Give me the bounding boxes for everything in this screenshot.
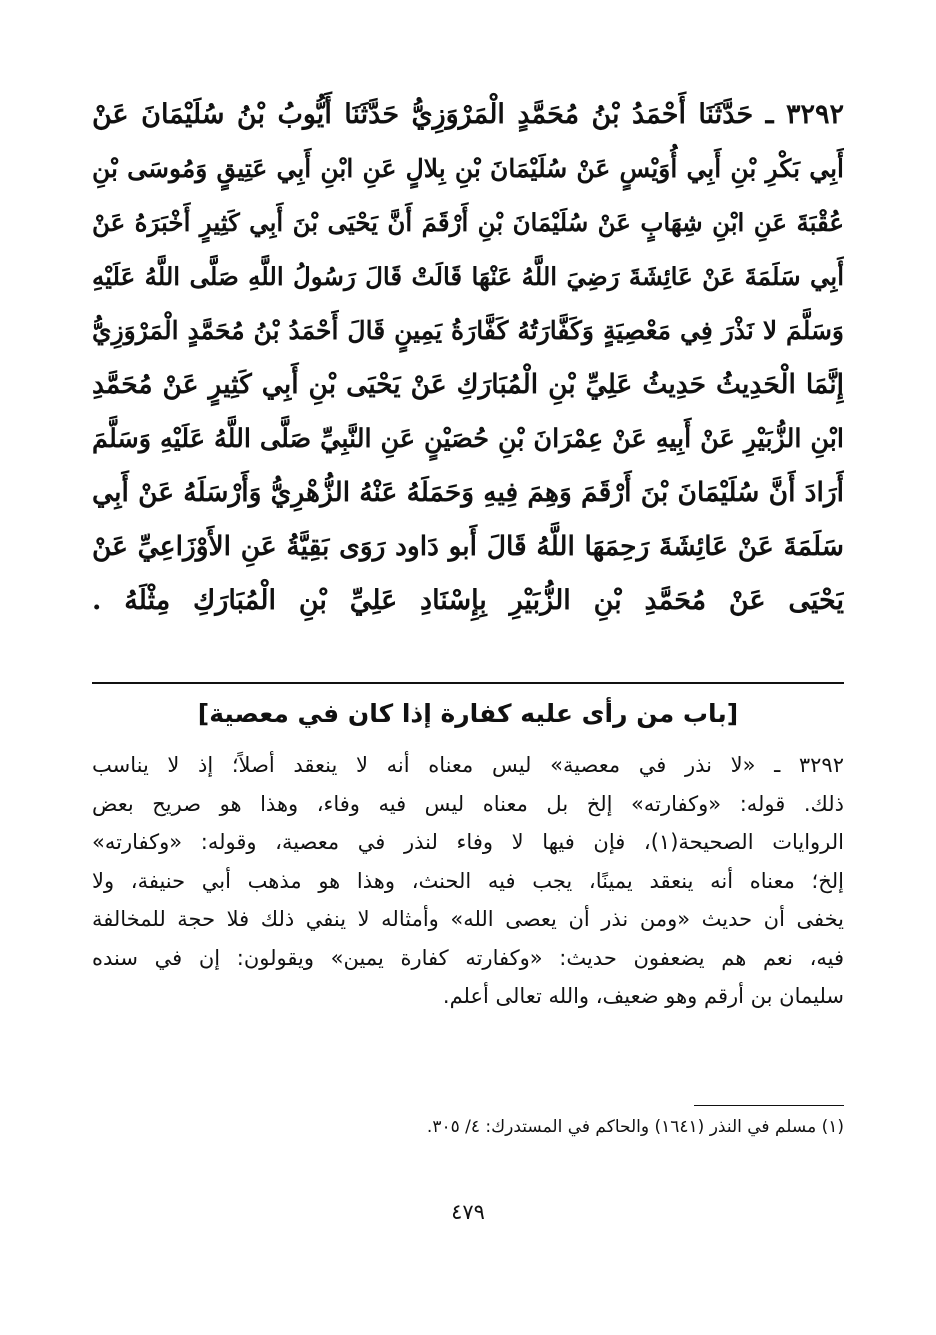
- commentary-line: فيه، نعم هم يضعفون حديث: «وكفارته كفارة يمين» ويقولون: إن في سنده: [92, 945, 844, 970]
- hadith-line: سَلَمَةَ عَنْ عَائِشَةَ رَحِمَهَا اللَّهُ قَالَ أَبو دَاود رَوَى بَقِيَّةُ عَنِ الأَوْزَاعِيِّ عَنْ: [92, 531, 844, 562]
- hadith-line: وَسَلَّمَ لا نَذْرَ فِي مَعْصِيَةٍ وَكَفَّارَتُهُ كَفَّارَةُ يَمِينٍ قَالَ أَحْمَدُ بْنُ مُحَمَّدٍ الْمَرْوَزِيُّ: [92, 316, 844, 345]
- hadith-line: ٣٢٩٢ ـ حَدَّثَنَا أَحْمَدُ بْنُ مُحَمَّدٍ الْمَرْوَزِيُّ حَدَّثَنَا أَيُّوبُ بْنُ سُلَيْمَانَ عَنْ: [92, 99, 844, 130]
- commentary-line: يخفى أن حديث «ومن نذر أن يعصى الله» وأمثاله لا ينفي ذلك فلا حجة للمخالفة: [92, 907, 844, 931]
- footnote: (١) مسلم في النذر (١٦٤١) والحاكم في المستدرك: ٤/ ٣٠٥.: [426, 1117, 844, 1137]
- hadith-line: أَبِي سَلَمَةَ عَنْ عَائِشَةَ رَضِيَ اللَّهُ عَنْهَا قَالَتْ قَالَ رَسُولُ اللَّهِ صَلَّى اللَّهُ عَلَيْهِ: [92, 262, 844, 291]
- hadith-line: عُقْبَةَ عَنِ ابْنِ شِهَابٍ عَنْ سُلَيْمَانَ بْنِ أَرْقَمَ أَنَّ يَحْيَى بْنَ أَبِي كَثِيرٍ أَخْبَرَهُ عَنْ: [92, 208, 844, 237]
- page-number: ٤٧٩: [451, 1200, 485, 1224]
- hadith-line: أَرَادَ أَنَّ سُلَيْمَانَ بْنَ أَرْقَمَ وَهِمَ فِيهِ وَحَمَلَهُ عَنْهُ الزُّهْرِيُّ وَأَرْسَلَهُ عَنْ أَبِي: [92, 477, 844, 508]
- commentary-text: [92, 746, 844, 1016]
- commentary-line: سليمان بن أرقم وهو ضعيف، والله تعالى أعلم.: [442, 984, 844, 1008]
- hadith-line: إِنَّمَا الْحَدِيثُ حَدِيثُ عَلِيِّ بْنِ الْمُبَارَكِ عَنْ يَحْيَى بْنِ أَبِي كَثِيرٍ عَنْ مُحَمَّدِ: [92, 369, 844, 400]
- commentary-line: ٣٢٩٢ ـ «لا نذر في معصية» ليس معناه أنه لا ينعقد أصلاً؛ إذ لا يناسب: [92, 753, 844, 777]
- section-divider: [92, 682, 844, 684]
- footnote-divider: [694, 1105, 844, 1106]
- hadith-line: أَبِي بَكْرِ بْنِ أَبِي أُوَيْسٍ عَنْ سُلَيْمَانَ بْنِ بِلالٍ عَنِ ابْنِ أَبِي عَتِيقٍ وَمُوسَى بْنِ: [92, 154, 844, 183]
- hadith-line: ابْنِ الزُّبَيْرِ عَنْ أَبِيهِ عَنْ عِمْرَانَ بْنِ حُصَيْنٍ عَنِ النَّبِيِّ صَلَّى اللَّهُ عَلَيْهِ وَسَلَّمَ: [92, 424, 844, 454]
- hadith-text: [92, 88, 844, 628]
- hadith-line: يَحْيَى عَنْ مُحَمَّدِ بْنِ الزُّبَيْرِ بِإِسْنَادِ عَلِيِّ بْنِ الْمُبَارَكِ مِثْلَهُ .: [92, 585, 844, 616]
- commentary-line: إلخ؛ معناه أنه ينعقد يمينًا، يجب فيه الحنث، وهذا هو مذهب أبي حنيفة، ولا: [92, 868, 844, 893]
- commentary-line: ذلك. قوله: «وكفارته» إلخ بل معناه ليس فيه وفاء، وهذا هو صريح بعض: [92, 791, 844, 816]
- chapter-title: [باب من رأى عليه كفارة إذا كان في معصية]: [197, 699, 739, 728]
- commentary-line: الروايات الصحيحة(١)، فإن فيها لا وفاء لنذر في معصية، وقوله: «وكفارته»: [92, 830, 844, 854]
